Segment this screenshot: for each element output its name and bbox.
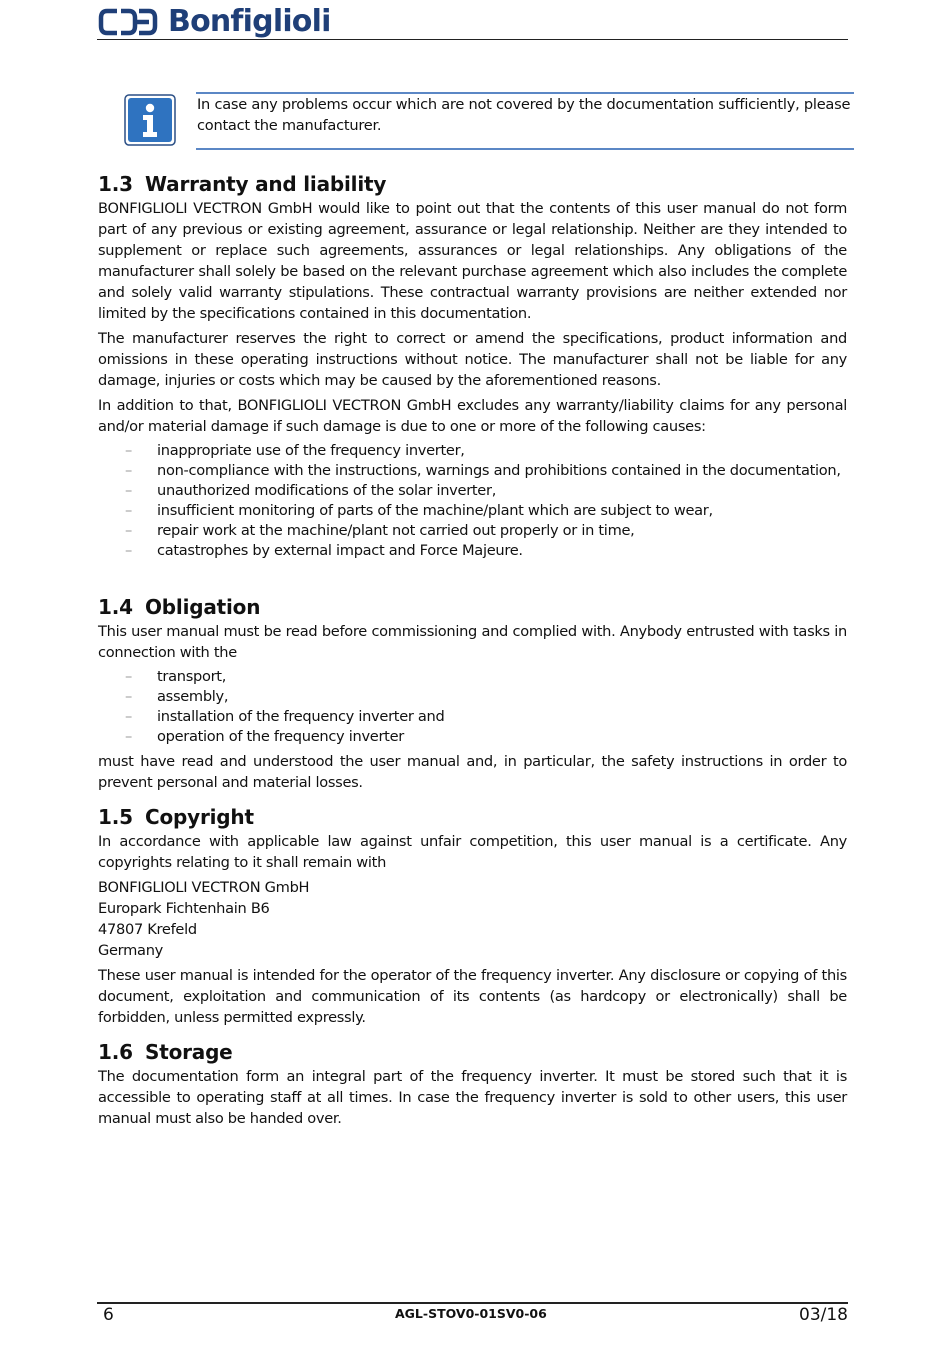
- tasks-list: [98, 667, 847, 747]
- list-item: – insufficient monitoring of parts of the machine/plant which are subject to wear,: [98, 501, 847, 521]
- page-header: [97, 4, 848, 40]
- footer-divider: [97, 1302, 848, 1304]
- paragraph: The manufacturer reserves the right to correct or amend the specifications, product information and omissions in these operating instructions without notice. The manufacturer shall not be liable for any damage, injuries or costs which may be caused by the aforementioned reasons.: [98, 330, 847, 389]
- info-icon: [124, 94, 176, 146]
- document-id: AGL-STOV0-01SV0-06: [395, 1306, 547, 1321]
- section-title: Storage: [145, 1040, 233, 1064]
- paragraph: This user manual must be read before commissioning and complied with. Anybody entrusted with tasks in connection with the: [98, 623, 847, 661]
- info-box-text: In case any problems occur which are not covered by the documentation sufficiently, please contact the manufacturer.: [197, 96, 851, 134]
- list-item: – installation of the frequency inverter and: [98, 707, 847, 727]
- paragraph: These user manual is intended for the operator of the frequency inverter. Any disclosure or copying of this document, exploitation and communication of its contents (as hardcopy or electronically) shall be forbidden, unless permitted expressly.: [98, 967, 847, 1026]
- brand-logo: [97, 4, 331, 40]
- address-line: BONFIGLIOLI VECTRON GmbH: [98, 879, 310, 896]
- paragraph: In addition to that, BONFIGLIOLI VECTRON GmbH excludes any warranty/liability claims for any personal and/or material damage if such damage is due to one or more of the following causes:: [98, 397, 847, 435]
- section-number: 1.6: [98, 1040, 133, 1064]
- page-number: 6: [103, 1305, 114, 1325]
- list-item: – repair work at the machine/plant not carried out properly or in time,: [98, 521, 847, 541]
- document-date: 03/18: [799, 1305, 848, 1325]
- section-title: Obligation: [145, 595, 261, 619]
- header-divider: [97, 39, 848, 40]
- paragraph: must have read and understood the user manual and, in particular, the safety instructions in order to prevent personal and material losses.: [98, 753, 847, 791]
- address-line: Europark Fichtenhain B6: [98, 900, 270, 917]
- bonfiglioli-logo-icon: [97, 5, 163, 39]
- paragraph: BONFIGLIOLI VECTRON GmbH would like to point out that the contents of this user manual do not form part of any previous or existing agreement, assurance or legal relationship. Neither are they intended to supplement or replace such agreements, assurances or legal relationships. Any obligations of the manufacturer shall solely be based on the relevant purchase agreement which also includes the complete and solely valid warranty stipulations. These contractual warranty provisions are neither extended nor limited by the specifications contained in this documentation.: [98, 200, 847, 322]
- causes-list: [98, 441, 847, 561]
- list-item: – catastrophes by external impact and Force Majeure.: [98, 541, 847, 561]
- list-item: – unauthorized modifications of the solar inverter,: [98, 481, 847, 501]
- section-heading-obligation: [98, 593, 847, 621]
- list-item: – assembly,: [98, 687, 847, 707]
- main-content: [98, 170, 847, 1133]
- section-heading-warranty: [98, 170, 847, 198]
- paragraph: In accordance with applicable law against unfair competition, this user manual is a certificate. Any copyrights relating to it shall remain with: [98, 833, 847, 871]
- list-item: – transport,: [98, 667, 847, 687]
- list-item: – operation of the frequency inverter: [98, 727, 847, 747]
- section-title: Warranty and liability: [145, 172, 387, 196]
- section-heading-storage: [98, 1038, 847, 1066]
- brand-name: Bonfiglioli: [168, 4, 331, 39]
- list-item: – non-compliance with the instructions, warnings and prohibitions contained in the documentation,: [98, 461, 847, 481]
- address-line: 47807 Krefeld: [98, 921, 197, 938]
- list-item: – inappropriate use of the frequency inverter,: [98, 441, 847, 461]
- info-box-bottom-rule: [196, 148, 854, 150]
- section-number: 1.3: [98, 172, 133, 196]
- section-number: 1.4: [98, 595, 133, 619]
- section-heading-copyright: [98, 803, 847, 831]
- address-line: Germany: [98, 942, 163, 959]
- section-number: 1.5: [98, 805, 133, 829]
- address-block: [98, 877, 847, 961]
- paragraph: The documentation form an integral part of the frequency inverter. It must be stored such that it is accessible to operating staff at all times. In case the frequency inverter is sold to other users, this user manual must also be handed over.: [98, 1068, 847, 1127]
- section-title: Copyright: [145, 805, 254, 829]
